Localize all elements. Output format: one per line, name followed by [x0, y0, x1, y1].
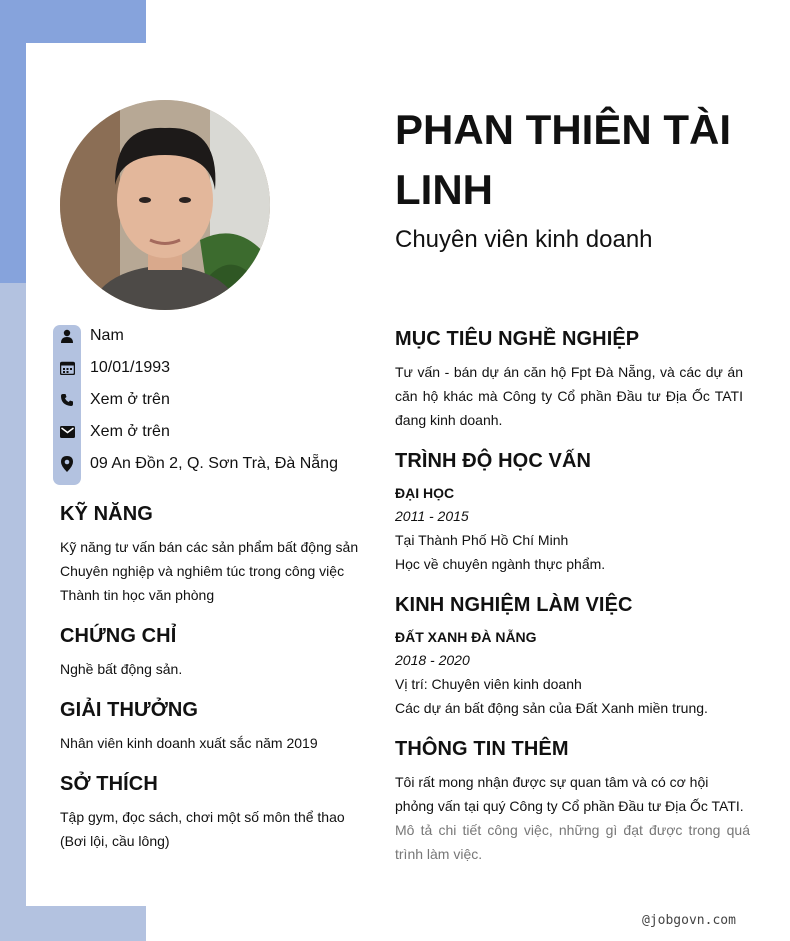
education-period: 2011 - 2015 — [395, 508, 469, 524]
mail-icon — [53, 426, 81, 438]
contact-gender — [53, 320, 353, 352]
education-degree: ĐẠI HỌC — [395, 485, 455, 501]
hobby-line: (Bơi lội, cầu lông) — [60, 833, 170, 849]
contact-address — [53, 448, 353, 480]
skills-heading: KỸ NĂNG — [60, 503, 153, 525]
gender-value: Nam — [90, 327, 124, 344]
education-place: Tại Thành Phố Hồ Chí Minh — [395, 532, 569, 548]
watermark: @jobgovn.com — [642, 913, 736, 928]
phone-icon — [53, 393, 81, 407]
objective-text: Tư vấn - bán dự án căn hộ Fpt Đà Nẵng, và các dự án căn hộ khác mà Công ty Cổ phần Đầu tư Địa Ốc TATI đang kinh doanh. — [395, 364, 743, 428]
skill-line: Thành tin học văn phòng — [60, 587, 215, 603]
hobby-line: Tập gym, đọc sách, chơi một số môn thể thao — [60, 809, 345, 825]
education-detail: Học về chuyên ngành thực phẩm. — [395, 556, 606, 572]
contact-phone — [53, 384, 353, 416]
award-text: Nhân viên kinh doanh xuất sắc năm 2019 — [60, 735, 318, 751]
certificate-text: Nghề bất động sản. — [60, 661, 183, 677]
email-value[interactable]: Xem ở trên — [90, 423, 170, 440]
extra-info-hint: Mô tả chi tiết công việc, những gì đạt được trong quá trình làm việc. — [395, 822, 750, 862]
job-title: Chuyên viên kinh doanh — [395, 226, 653, 253]
skill-line: Chuyên nghiệp và nghiêm túc trong công việc — [60, 563, 345, 579]
full-name: PHAN THIÊN TÀI LINH — [395, 106, 731, 213]
contact-birthdate — [53, 352, 353, 384]
experience-position: Vị trí: Chuyên viên kinh doanh — [395, 676, 582, 692]
hobbies-heading: SỞ THÍCH — [60, 773, 158, 795]
address-value: 09 An Đồn 2, Q. Sơn Trà, Đà Nẵng — [90, 455, 338, 472]
objective-heading: MỤC TIÊU NGHỀ NGHIỆP — [395, 328, 640, 350]
location-pin-icon — [53, 456, 81, 472]
education-heading: TRÌNH ĐỘ HỌC VẤN — [395, 450, 592, 472]
experience-period: 2018 - 2020 — [395, 652, 470, 668]
profile-photo — [60, 100, 270, 310]
birthdate-value: 10/01/1993 — [90, 359, 171, 376]
extra-info-text: Tôi rất mong nhận được sự quan tâm và có cơ hội phỏng vấn tại quý Công ty Cổ phần Đầu tư Địa Ốc TATI. — [395, 774, 744, 814]
experience-company: ĐẤT XANH ĐÀ NẴNG — [395, 629, 537, 645]
calendar-icon — [53, 361, 81, 375]
person-icon — [53, 329, 81, 343]
awards-heading: GIẢI THƯỞNG — [60, 699, 199, 721]
certificates-heading: CHỨNG CHỈ — [60, 625, 177, 647]
skill-line: Kỹ năng tư vấn bán các sản phẩm bất động sản — [60, 539, 359, 555]
experience-detail: Các dự án bất động sản của Đất Xanh miền trung. — [395, 700, 708, 716]
phone-value[interactable]: Xem ở trên — [90, 391, 170, 408]
experience-heading: KINH NGHIỆM LÀM VIỆC — [395, 594, 633, 616]
contact-email — [53, 416, 353, 448]
extra-info-heading: THÔNG TIN THÊM — [395, 738, 569, 760]
